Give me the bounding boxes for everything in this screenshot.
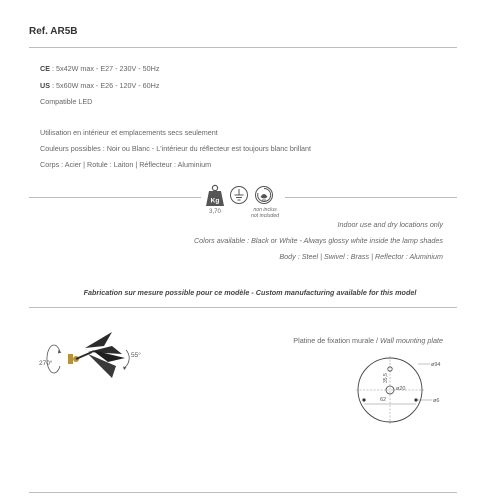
- top-divider: [29, 47, 457, 48]
- plate-title-en: Wall mounting plate: [380, 336, 443, 345]
- icon-row-divider-left: [29, 197, 201, 198]
- bulb-note: [246, 207, 284, 219]
- weight-icon: [204, 184, 226, 214]
- bulb-note-fr: non inclus: [253, 207, 277, 213]
- weight-value: 3,70: [209, 209, 221, 214]
- ce-label: CE: [40, 64, 50, 73]
- us-text: : 5x60W max - E26 - 120V - 60Hz: [50, 81, 160, 90]
- materials-fr: Corps : Acier | Rotule : Laiton | Réflecteur : Aluminium: [40, 160, 212, 169]
- bulb-not-included-icon: [254, 185, 274, 205]
- icon-row-divider-right: [285, 197, 457, 198]
- bulb-note-en: not included: [251, 213, 279, 219]
- colors-en: Colors available : Black or White - Always glossy white inside the lamp shades: [193, 236, 443, 245]
- ce-text: : 5x42W max - E27 - 230V - 50Hz: [50, 64, 160, 73]
- us-label: US: [40, 81, 50, 90]
- rotation-label: 270°: [39, 360, 53, 367]
- usage-en: Indoor use and dry locations only: [337, 220, 443, 229]
- dim-vertical: 35,5: [383, 373, 389, 383]
- middle-divider: [29, 307, 457, 308]
- reference-title: Ref. AR5B: [29, 26, 78, 37]
- dim-outer: ø94: [431, 362, 441, 368]
- dim-center: ø20: [396, 386, 406, 392]
- custom-manufacturing-note: Fabrication sur mesure possible pour ce modèle - Custom manufacturing available for this model: [83, 288, 417, 297]
- spec-led: Compatible LED: [40, 97, 93, 106]
- bottom-divider: [29, 492, 457, 493]
- plate-title-fr: Platine de fixation murale /: [293, 336, 380, 345]
- dim-hole: ø6: [433, 398, 440, 404]
- tilt-label: 55°: [131, 352, 141, 359]
- spec-ce: [40, 64, 159, 73]
- materials-en: Body : Steel | Swivel : Brass | Reflector : Aluminium: [279, 252, 443, 261]
- mounting-plate-diagram: [330, 350, 450, 430]
- dim-horizontal: 62: [380, 397, 387, 403]
- colors-fr: Couleurs possibles : Noir ou Blanc - L'intérieur du réflecteur est toujours blanc brillant: [40, 144, 312, 153]
- spec-us: [40, 81, 159, 90]
- usage-fr: Utilisation en intérieur et emplacements secs seulement: [40, 128, 218, 137]
- ground-symbol-icon: [229, 185, 249, 205]
- plate-title: [293, 336, 443, 345]
- lamp-diagram: [30, 320, 180, 390]
- weight-unit: Kg: [210, 197, 220, 205]
